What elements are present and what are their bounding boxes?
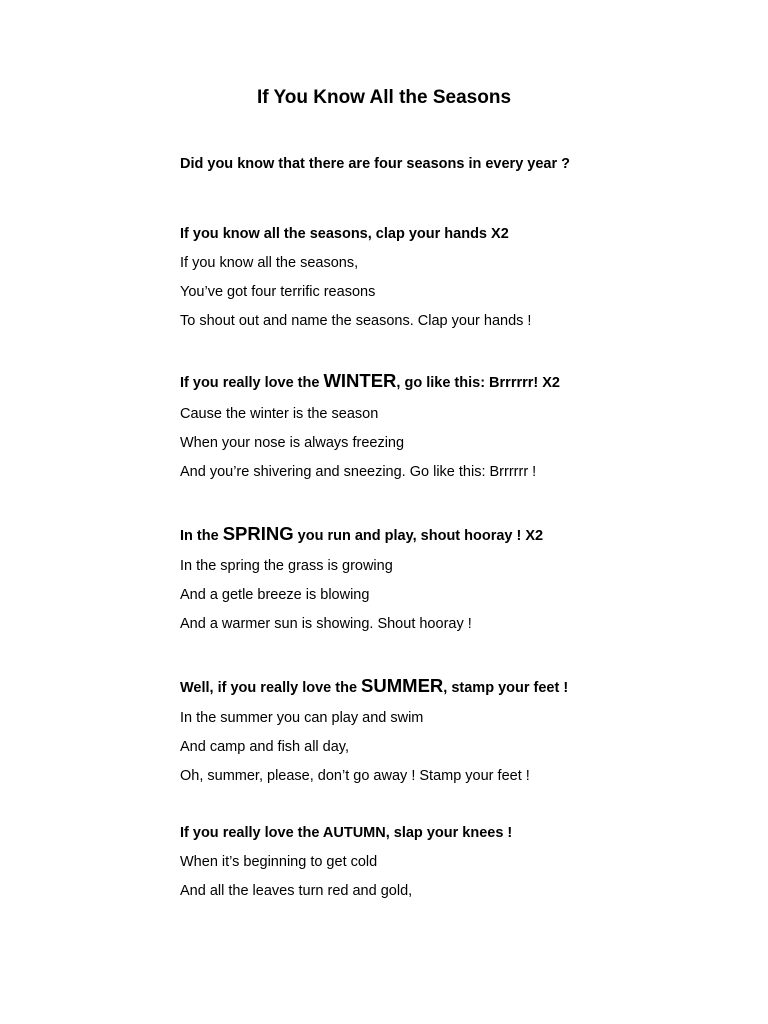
- autumn-line-2: And all the leaves turn red and gold,: [180, 883, 413, 899]
- spring-heading-suffix: you run and play, shout hooray ! X2: [293, 528, 544, 544]
- spring-line-1: In the spring the grass is growing: [180, 558, 393, 574]
- summer-line-3: Oh, summer, please, don’t go away ! Stamp your feet !: [180, 768, 530, 784]
- spring-keyword: SPRING: [222, 523, 294, 544]
- chorus-line-1: If you know all the seasons,: [180, 255, 359, 271]
- chorus-line-3: To shout out and name the seasons. Clap your hands !: [180, 313, 532, 329]
- spring-heading-prefix: In the: [180, 528, 223, 544]
- winter-line-2: When your nose is always freezing: [180, 435, 405, 451]
- spring-line-3: And a warmer sun is showing. Shout hooray !: [180, 616, 472, 632]
- document-title: If You Know All the Seasons: [256, 87, 512, 108]
- chorus-heading: If you know all the seasons, clap your hands X2: [180, 226, 509, 242]
- spring-line-2: And a getle breeze is blowing: [180, 587, 370, 603]
- summer-line-1: In the summer you can play and swim: [180, 710, 424, 726]
- chorus-line-2: You’ve got four terrific reasons: [180, 284, 376, 300]
- winter-heading-prefix: If you really love the: [180, 375, 324, 391]
- winter-keyword: WINTER: [323, 370, 397, 391]
- winter-heading: [180, 371, 560, 393]
- summer-line-2: And camp and fish all day,: [180, 739, 349, 755]
- winter-heading-suffix: , go like this: Brrrrrr! X2: [396, 375, 560, 391]
- summer-keyword: SUMMER: [361, 675, 444, 696]
- spring-heading: [180, 524, 543, 546]
- autumn-heading: If you really love the AUTUMN, slap your knees !: [180, 825, 513, 841]
- intro-line: Did you know that there are four seasons in every year ?: [180, 156, 571, 172]
- autumn-line-1: When it’s beginning to get cold: [180, 854, 378, 870]
- summer-heading-suffix: , stamp your feet !: [443, 680, 569, 696]
- winter-line-3: And you’re shivering and sneezing. Go like this: Brrrrrr !: [180, 464, 537, 480]
- winter-line-1: Cause the winter is the season: [180, 406, 379, 422]
- summer-heading: [180, 676, 568, 698]
- summer-heading-prefix: Well, if you really love the: [180, 680, 362, 696]
